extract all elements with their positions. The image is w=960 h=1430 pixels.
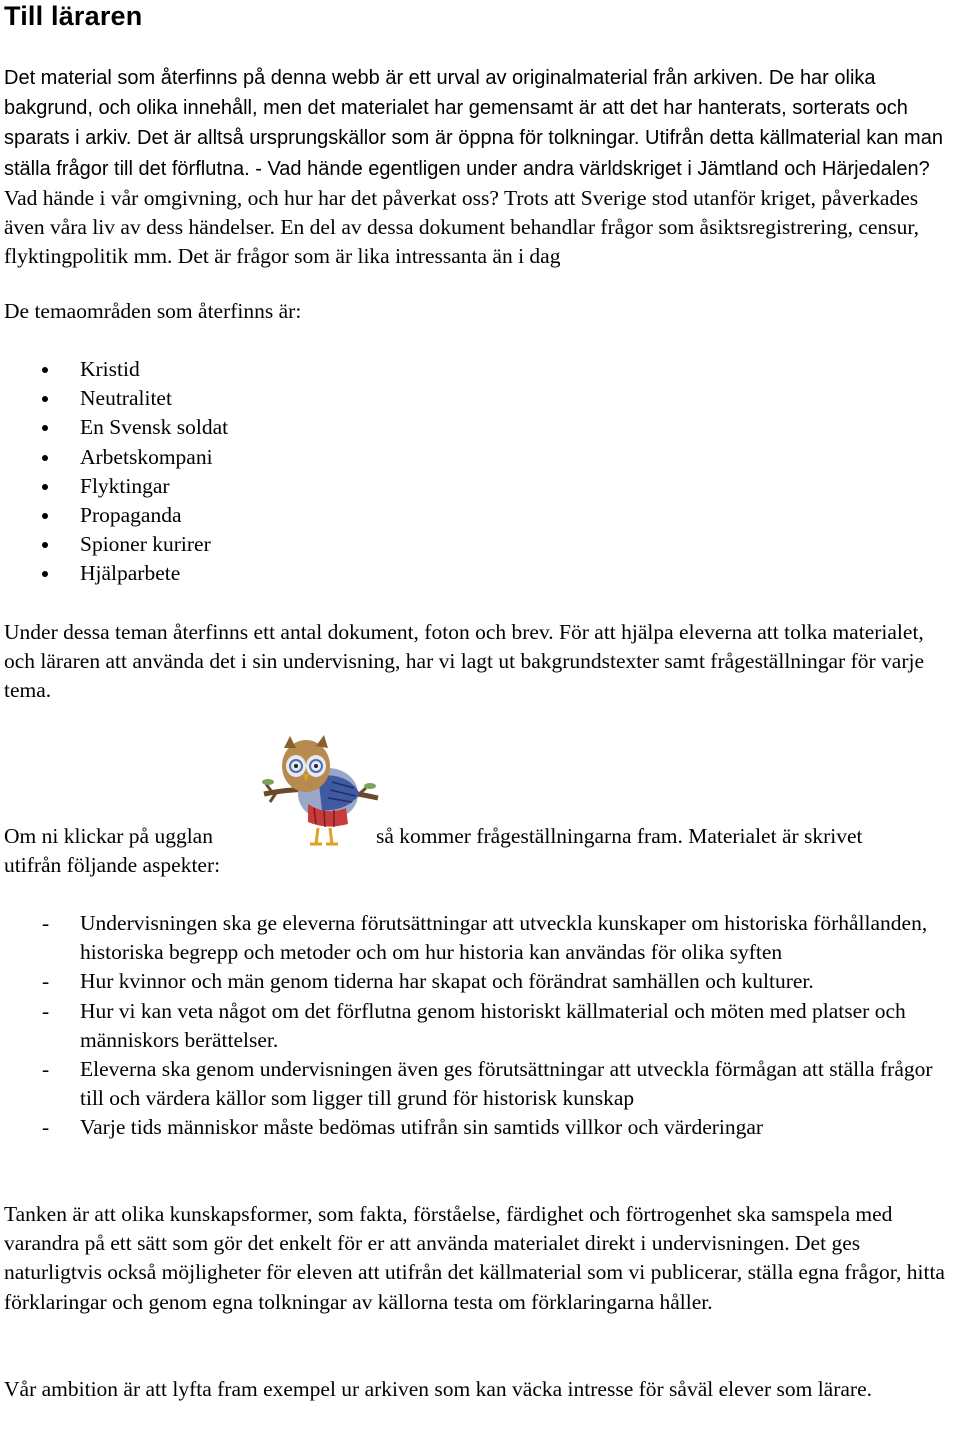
bullet-icon	[42, 396, 48, 402]
topic-label: Neutralitet	[80, 386, 172, 411]
topic-label: Flyktingar	[80, 473, 170, 498]
list-item	[40, 472, 228, 501]
aspect-text: Varje tids människor måste bedömas utifrån sin samtids villkor och värderingar	[80, 1115, 764, 1140]
owl-line-after: så kommer frågeställningarna fram. Materialet är skrivet	[376, 824, 863, 848]
aspect-text: Hur kvinnor och män genom tiderna har skapat och förändrat samhällen och kulturer.	[80, 969, 814, 994]
ambition-paragraph: Vår ambition är att lyfta fram exempel ur arkiven som kan väcka intresse för såväl elever som lärare.	[4, 1377, 872, 1401]
list-item	[40, 501, 228, 530]
list-item	[40, 909, 956, 967]
list-item	[40, 355, 228, 384]
topic-label: Spioner kurirer	[80, 532, 211, 557]
owl-line-before: Om ni klickar på ugglan	[4, 824, 213, 848]
dash-marker: -	[42, 911, 50, 935]
bullet-icon	[42, 425, 48, 431]
topics-heading: De temaområden som återfinns är:	[4, 299, 302, 323]
intro-part-serif: Vad hände i vår omgivning, och hur har det påverkat oss? Trots att Sverige stod utanför kriget, påverkades även våra liv av dess händelser. En del av dessa dokument behandlar frågor som åsiktsregistrering, censur, flyktingpolitik mm. Det är frågor som är lika intressanta än i dag	[4, 185, 919, 269]
aspect-text: Undervisningen ska ge eleverna förutsättningar att utveckla kunskaper om historiska förhållanden, historiska begrepp och metoder och om hur historia kan användas för olika syften	[80, 911, 928, 965]
bullet-icon	[42, 571, 48, 577]
topic-label: Kristid	[80, 357, 140, 381]
list-item	[40, 1055, 956, 1113]
aspect-text: Eleverna ska genom undervisningen även ges förutsättningar att utveckla förmågan att ställa frågor till och värdera källor som ligger till grund för historisk kunskap	[80, 1057, 933, 1111]
dash-marker: -	[42, 998, 50, 1023]
topic-label: Arbetskompani	[80, 444, 213, 469]
bullet-icon	[42, 484, 48, 490]
list-item	[40, 384, 228, 413]
list-item	[40, 1113, 956, 1142]
topic-label: Hjälparbete	[80, 561, 181, 586]
aspect-text: Hur vi kan veta något om det förflutna genom historiskt källmaterial och möten med platser och människors berättelser.	[80, 998, 906, 1052]
bullet-icon	[42, 542, 48, 548]
topic-label: Propaganda	[80, 502, 182, 527]
bullet-icon	[42, 367, 48, 373]
under-paragraph: Under dessa teman återfinns ett antal dokument, foton och brev. För att hjälpa eleverna att tolka materialet, och läraren att använda det i sin undervisning, har vi lagt ut bakgrundstexter samt frågeställningar för varje tema.	[4, 620, 925, 703]
page-title: Till läraren	[4, 1, 143, 31]
bullet-icon	[42, 513, 48, 519]
aspects-list	[40, 909, 956, 1143]
intro-part-sans: Det material som återfinns på denna webb är ett urval av originalmaterial från arkiven. De har olika bakgrund, och olika innehåll, men det materialet har gemensamt är att det har hanterats, sorterats och sparats i arkiv. Det är alltså ursprungskällor som är öppna för tolkningar. Utifrån detta källmaterial kan man ställa frågor till det förflutna. - Vad hände egentligen under andra världskriget i Jämtland och Härjedalen?	[4, 67, 943, 180]
dash-marker: -	[42, 1057, 50, 1082]
owl-line-cont: utifrån följande aspekter:	[4, 853, 221, 877]
topics-list	[40, 355, 228, 589]
list-item	[40, 413, 228, 442]
dash-marker: -	[42, 1115, 50, 1140]
topic-label: En Svensk soldat	[80, 415, 229, 440]
bullet-icon	[42, 455, 48, 461]
owl-icon[interactable]	[262, 732, 380, 850]
list-item	[40, 997, 956, 1055]
intro-paragraph	[4, 63, 956, 271]
list-item	[40, 559, 228, 588]
list-item	[40, 967, 956, 996]
list-item	[40, 443, 228, 472]
tanken-paragraph: Tanken är att olika kunskapsformer, som fakta, förståelse, färdighet och förtrogenhet ska samspela med varandra på ett sätt som gör det enkelt för er att använda materialet direkt i undervisningen. Det ges naturligtvis också möjligheter för eleven att utifrån det källmaterial som vi publicerar, ställa egna frågor, hitta förklaringar och genom egna tolkningar av källorna testa om förklaringarna håller.	[4, 1202, 945, 1314]
list-item	[40, 530, 228, 559]
dash-marker: -	[42, 969, 50, 994]
